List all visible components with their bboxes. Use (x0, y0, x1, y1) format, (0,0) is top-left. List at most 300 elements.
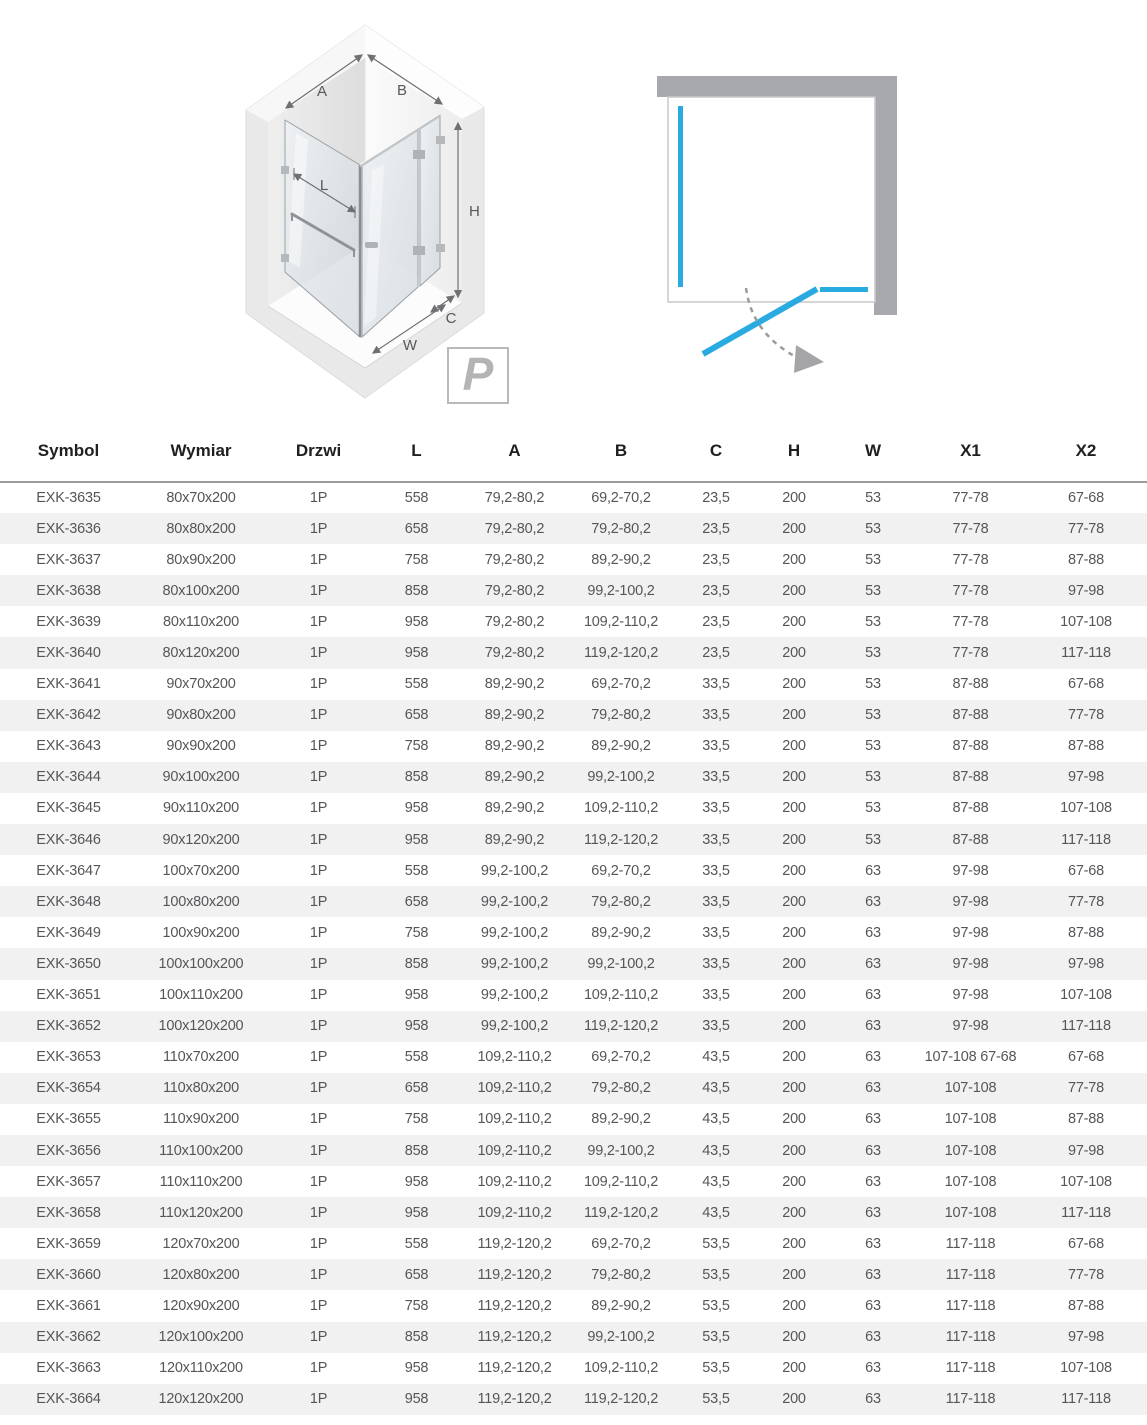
table-cell: 200 (782, 707, 806, 724)
table-cell: 658 (404, 893, 429, 910)
table-cell: 69,2-70,2 (591, 676, 651, 693)
table-cell: 1P (309, 924, 328, 941)
table-cell: 200 (782, 893, 806, 910)
plan-side-panel (678, 106, 683, 287)
table-cell: 1P (309, 1142, 328, 1159)
table-cell: 63 (865, 1204, 881, 1221)
table-cell: 1P (309, 769, 328, 786)
table-cell: 200 (782, 769, 806, 786)
table-cell: 107-108 (944, 1204, 997, 1221)
table-cell: 33,5 (702, 987, 730, 1004)
table-cell: 119,2-120,2 (477, 1297, 552, 1314)
column-header-b: B (568, 430, 674, 482)
table-cell: 63 (865, 1297, 881, 1314)
table-cell: 200 (782, 645, 806, 662)
table-cell: 63 (865, 893, 881, 910)
table-cell: 80x110x200 (163, 613, 239, 630)
table-cell: 63 (865, 1142, 881, 1159)
table-cell: 958 (404, 613, 429, 630)
table-cell: 958 (404, 1204, 429, 1221)
table-row (0, 948, 1147, 979)
table-row (0, 1384, 1147, 1415)
table-cell: 558 (404, 676, 429, 693)
table-cell: 1P (309, 490, 328, 507)
table-row (0, 855, 1147, 886)
table-cell: 1P (309, 987, 328, 1004)
table-cell: 80x80x200 (166, 520, 236, 537)
table-cell: 90x120x200 (162, 831, 240, 848)
table-header-row (0, 430, 1147, 482)
table-cell: 109,2-110,2 (477, 1049, 552, 1066)
table-cell: 33,5 (702, 831, 730, 848)
table-cell: 1P (309, 738, 328, 755)
table-cell: 77-78 (1067, 1266, 1105, 1283)
table-cell: 89,2-90,2 (591, 1111, 651, 1128)
table-cell: 120x70x200 (162, 1235, 240, 1252)
table-row (0, 980, 1147, 1011)
table-cell: 97-98 (952, 1018, 989, 1035)
column-header-x2: X2 (1025, 430, 1147, 482)
table-cell: 1P (309, 893, 328, 910)
table-cell: 53 (865, 800, 881, 817)
plan-wall-right (874, 76, 897, 315)
table-cell: 1P (309, 520, 328, 537)
table-cell: 1P (309, 1080, 328, 1097)
table-cell: 100x120x200 (158, 1018, 244, 1035)
table-row (0, 824, 1147, 855)
table-cell: 77-78 (1067, 893, 1105, 910)
table-row (0, 917, 1147, 948)
table-row (0, 1011, 1147, 1042)
table-cell: EXK-3648 (36, 893, 101, 910)
table-cell: EXK-3637 (36, 551, 101, 568)
table-cell: 99,2-100,2 (480, 955, 549, 972)
table-row (0, 1322, 1147, 1353)
table-cell: 107-108 (944, 1142, 997, 1159)
column-header-w: W (830, 430, 916, 482)
table-cell: EXK-3638 (36, 582, 101, 599)
table-cell: 87-88 (952, 800, 989, 817)
plan-wall-top (657, 76, 897, 97)
table-cell: 69,2-70,2 (591, 1049, 651, 1066)
table-cell: EXK-3645 (36, 800, 101, 817)
table-cell: 99,2-100,2 (480, 924, 549, 941)
table-cell: 90x70x200 (166, 676, 236, 693)
table-cell: 87-88 (952, 707, 989, 724)
table-cell: 97-98 (952, 987, 989, 1004)
table-cell: 53,5 (702, 1360, 730, 1377)
table-cell: EXK-3650 (36, 955, 101, 972)
table-cell: 200 (782, 1391, 806, 1408)
table-cell: 120x110x200 (159, 1360, 243, 1377)
spec-table (0, 430, 1147, 1415)
table-cell: 558 (404, 862, 429, 879)
table-cell: 119,2-120,2 (583, 645, 659, 662)
table-cell: EXK-3655 (36, 1111, 101, 1128)
table-cell: 79,2-80,2 (484, 490, 545, 507)
table-row (0, 482, 1147, 513)
table-cell: 97-98 (1067, 955, 1105, 972)
table-cell: 758 (404, 924, 429, 941)
table-cell: 80x100x200 (162, 582, 240, 599)
table-cell: 109,2-110,2 (477, 1111, 552, 1128)
column-header-wymiar: Wymiar (137, 430, 265, 482)
table-cell: 200 (782, 676, 806, 693)
table-cell: 109,2-110,2 (583, 987, 659, 1004)
table-cell: 77-78 (952, 520, 989, 537)
plan-diagram (640, 60, 920, 390)
table-cell: 67-68 (1067, 490, 1105, 507)
column-header-l: L (372, 430, 461, 482)
table-cell: 658 (404, 1080, 429, 1097)
table-cell: 117-118 (1061, 831, 1111, 848)
table-cell: EXK-3651 (36, 987, 101, 1004)
table-cell: 110x100x200 (159, 1142, 243, 1159)
table-cell: EXK-3643 (36, 738, 101, 755)
table-row (0, 544, 1147, 575)
table-cell: 23,5 (702, 613, 730, 630)
table-cell: 63 (865, 862, 881, 879)
table-cell: 63 (865, 1018, 881, 1035)
table-row (0, 1197, 1147, 1228)
table-cell: 200 (782, 955, 806, 972)
table-cell: 1P (309, 1173, 328, 1190)
table-cell: 23,5 (702, 520, 730, 537)
table-cell: 858 (404, 1329, 429, 1346)
table-cell: 200 (782, 738, 806, 755)
door-handle-icon (365, 242, 378, 248)
table-cell: 117-118 (945, 1297, 996, 1314)
table-cell: 858 (404, 1142, 429, 1159)
table-cell: 53 (865, 831, 881, 848)
table-row (0, 513, 1147, 544)
table-cell: EXK-3663 (36, 1360, 101, 1377)
table-cell: 89,2-90,2 (484, 800, 545, 817)
table-cell: EXK-3646 (36, 831, 101, 848)
table-cell: EXK-3649 (36, 924, 101, 941)
table-cell: 63 (865, 1360, 881, 1377)
table-cell: EXK-3661 (36, 1297, 101, 1314)
table-cell: 558 (404, 490, 429, 507)
table-cell: 89,2-90,2 (591, 1297, 651, 1314)
table-row (0, 1353, 1147, 1384)
table-cell: 23,5 (702, 645, 730, 662)
table-cell: 99,2-100,2 (587, 955, 655, 972)
table-cell: EXK-3639 (36, 613, 101, 630)
table-cell: 858 (404, 769, 429, 786)
table-cell: EXK-3644 (36, 769, 101, 786)
wall-clamp-icon (281, 166, 289, 174)
table-cell: 107-108 (1060, 1360, 1112, 1377)
table-cell: 79,2-80,2 (591, 1266, 651, 1283)
table-cell: 77-78 (1067, 1080, 1105, 1097)
table-cell: 110x80x200 (163, 1080, 239, 1097)
table-cell: 200 (782, 924, 806, 941)
table-cell: 117-118 (945, 1235, 996, 1252)
table-cell: 90x90x200 (166, 738, 236, 755)
table-row (0, 1166, 1147, 1197)
table-cell: 200 (782, 582, 806, 599)
table-cell: 117-118 (945, 1360, 996, 1377)
table-cell: 109,2-110,2 (583, 1360, 659, 1377)
table-cell: 99,2-100,2 (480, 1018, 549, 1035)
table-cell: 53 (865, 490, 881, 507)
plan-fixed-panel (820, 287, 868, 292)
table-cell: 958 (404, 800, 429, 817)
table-cell: 79,2-80,2 (484, 645, 545, 662)
table-cell: 43,5 (702, 1080, 730, 1097)
table-cell: 758 (404, 551, 429, 568)
table-cell: 33,5 (702, 1018, 730, 1035)
table-cell: 63 (865, 1080, 881, 1097)
table-body (0, 482, 1147, 1415)
table-row (0, 606, 1147, 637)
table-cell: 23,5 (702, 490, 730, 507)
table-cell: 79,2-80,2 (484, 582, 545, 599)
table-cell: 1P (309, 1204, 328, 1221)
table-cell: 53 (865, 613, 881, 630)
table-cell: 958 (404, 987, 429, 1004)
table-cell: EXK-3642 (36, 707, 101, 724)
dim-label-c: C (445, 310, 457, 327)
table-row (0, 762, 1147, 793)
table-cell: 107-108 (944, 1080, 997, 1097)
table-cell: 1P (309, 1266, 328, 1283)
table-cell: 87-88 (1067, 1297, 1105, 1314)
table-cell: 119,2-120,2 (477, 1235, 552, 1252)
table-cell: 100x110x200 (159, 987, 243, 1004)
table-cell: EXK-3659 (36, 1235, 101, 1252)
table-cell: 63 (865, 1111, 881, 1128)
table-cell: 53,5 (702, 1235, 730, 1252)
table-cell: 119,2-120,2 (477, 1391, 552, 1408)
table-cell: 200 (782, 1142, 806, 1159)
table-cell: 89,2-90,2 (591, 738, 651, 755)
table-cell: 99,2-100,2 (480, 987, 549, 1004)
table-cell: 79,2-80,2 (591, 520, 651, 537)
table-cell: 79,2-80,2 (484, 520, 545, 537)
table-cell: 120x80x200 (162, 1266, 240, 1283)
table-cell: 53,5 (702, 1391, 730, 1408)
table-cell: 200 (782, 613, 806, 630)
table-cell: 53 (865, 676, 881, 693)
column-header-a: A (461, 430, 568, 482)
table-cell: 89,2-90,2 (484, 769, 545, 786)
table-row (0, 637, 1147, 668)
table-cell: 69,2-70,2 (591, 490, 651, 507)
table-cell: 53 (865, 520, 881, 537)
wall-clamp-icon (436, 244, 445, 252)
table-cell: 958 (404, 1173, 429, 1190)
table-cell: 200 (782, 1018, 806, 1035)
table-cell: 117-118 (1061, 1204, 1111, 1221)
table-cell: 53 (865, 769, 881, 786)
table-cell: 53 (865, 645, 881, 662)
table-cell: 77-78 (952, 551, 989, 568)
table-cell: EXK-3635 (36, 490, 101, 507)
table-cell: 89,2-90,2 (591, 924, 651, 941)
table-cell: 89,2-90,2 (484, 738, 545, 755)
dim-label-l: L (319, 177, 329, 194)
table-cell: 558 (404, 1235, 429, 1252)
table-cell: 79,2-80,2 (484, 613, 545, 630)
door-swing-arrowhead-icon (794, 345, 824, 373)
table-cell: 77-78 (952, 613, 989, 630)
table-cell: 33,5 (702, 707, 730, 724)
table-cell: 87-88 (1067, 924, 1105, 941)
table-cell: 100x80x200 (162, 893, 240, 910)
table-cell: EXK-3662 (36, 1329, 101, 1346)
table-cell: 33,5 (702, 769, 730, 786)
table-cell: 110x90x200 (163, 1111, 239, 1128)
table-cell: 200 (782, 1111, 806, 1128)
table-cell: 200 (782, 831, 806, 848)
table-cell: 958 (404, 1360, 429, 1377)
table-cell: 107-108 (944, 1111, 997, 1128)
table-cell: 43,5 (702, 1049, 730, 1066)
plan-tray-outline (668, 97, 875, 302)
table-cell: 90x80x200 (166, 707, 236, 724)
table-row (0, 1135, 1147, 1166)
table-cell: 858 (404, 582, 429, 599)
table-cell: 200 (782, 490, 806, 507)
table-cell: EXK-3640 (36, 645, 101, 662)
table-cell: 119,2-120,2 (477, 1329, 552, 1346)
table-cell: 97-98 (952, 893, 989, 910)
table-cell: 69,2-70,2 (591, 1235, 651, 1252)
table-cell: 117-118 (1061, 1018, 1111, 1035)
table-cell: 67-68 (1067, 676, 1105, 693)
table-cell: 1P (309, 582, 328, 599)
table-cell: 200 (782, 520, 806, 537)
table-cell: 53,5 (702, 1329, 730, 1346)
table-cell: 658 (404, 1266, 429, 1283)
column-header-c: C (674, 430, 758, 482)
table-cell: EXK-3664 (36, 1391, 101, 1408)
table-cell: 99,2-100,2 (480, 862, 549, 879)
table-cell: 89,2-90,2 (484, 707, 545, 724)
table-cell: 110x120x200 (159, 1204, 243, 1221)
table-cell: 53,5 (702, 1297, 730, 1314)
table-cell: 43,5 (702, 1111, 730, 1128)
table-cell: 80x90x200 (166, 551, 236, 568)
table-cell: 97-98 (952, 955, 989, 972)
table-cell: 200 (782, 1297, 806, 1314)
table-cell: 77-78 (952, 490, 989, 507)
table-cell: 107-108 67-68 (924, 1049, 1017, 1066)
column-header-x1: X1 (916, 430, 1025, 482)
table-cell: 97-98 (952, 924, 989, 941)
table-cell: 63 (865, 1391, 881, 1408)
table-row (0, 1104, 1147, 1135)
table-cell: EXK-3652 (36, 1018, 101, 1035)
table-cell: 63 (865, 1266, 881, 1283)
table-cell: 43,5 (702, 1142, 730, 1159)
table-cell: 1P (309, 1329, 328, 1346)
table-cell: 33,5 (702, 862, 730, 879)
table-cell: 87-88 (952, 769, 989, 786)
table-cell: 53 (865, 582, 881, 599)
table-row (0, 1259, 1147, 1290)
table-cell: 107-108 (1060, 800, 1112, 817)
table-cell: 89,2-90,2 (484, 831, 545, 848)
table-cell: 33,5 (702, 924, 730, 941)
table-cell: 200 (782, 800, 806, 817)
table-cell: 658 (404, 707, 429, 724)
table-cell: 1P (309, 1111, 328, 1128)
table-cell: EXK-3660 (36, 1266, 101, 1283)
table-cell: 200 (782, 1329, 806, 1346)
table-cell: 77-78 (952, 582, 989, 599)
table-cell: 87-88 (952, 738, 989, 755)
column-header-symbol: Symbol (0, 430, 137, 482)
table-cell: 97-98 (1067, 769, 1105, 786)
wall-clamp-icon (436, 136, 445, 144)
table-row (0, 1073, 1147, 1104)
dim-label-h: H (469, 203, 480, 220)
table-cell: 87-88 (1067, 551, 1105, 568)
table-cell: EXK-3654 (36, 1080, 101, 1097)
table-cell: 110x110x200 (159, 1173, 243, 1190)
table-cell: 119,2-120,2 (583, 1018, 659, 1035)
table-cell: 958 (404, 1391, 429, 1408)
dim-label-w: W (402, 337, 418, 354)
table-cell: 1P (309, 1049, 328, 1066)
table-cell: 99,2-100,2 (587, 1142, 655, 1159)
table-cell: 63 (865, 987, 881, 1004)
table-cell: 100x70x200 (162, 862, 240, 879)
table-row (0, 575, 1147, 606)
table-cell: 79,2-80,2 (591, 707, 651, 724)
table-cell: 53,5 (702, 1266, 730, 1283)
table-cell: 53 (865, 738, 881, 755)
table-cell: 200 (782, 1235, 806, 1252)
table-cell: 87-88 (952, 831, 989, 848)
table-cell: 43,5 (702, 1173, 730, 1190)
table-cell: 67-68 (1067, 1049, 1105, 1066)
wall-clamp-icon (281, 254, 289, 262)
table-cell: 33,5 (702, 738, 730, 755)
table-cell: 97-98 (1067, 1142, 1105, 1159)
table-row (0, 669, 1147, 700)
table-cell: 758 (404, 738, 429, 755)
table-cell: 79,2-80,2 (484, 551, 545, 568)
table-cell: 97-98 (952, 862, 989, 879)
hinge-icon (413, 246, 425, 255)
table-cell: 23,5 (702, 551, 730, 568)
orientation-badge: P (447, 347, 509, 404)
table-cell: 89,2-90,2 (591, 551, 651, 568)
table-cell: 33,5 (702, 676, 730, 693)
table-cell: 69,2-70,2 (591, 862, 651, 879)
table-cell: 63 (865, 1235, 881, 1252)
table-cell: 109,2-110,2 (583, 613, 659, 630)
table-row (0, 1228, 1147, 1259)
table-cell: 1P (309, 645, 328, 662)
table-cell: 119,2-120,2 (583, 1391, 659, 1408)
table-cell: 109,2-110,2 (477, 1080, 552, 1097)
table-cell: 200 (782, 1173, 806, 1190)
table-cell: 1P (309, 831, 328, 848)
table-cell: 1P (309, 551, 328, 568)
table-cell: 23,5 (702, 582, 730, 599)
table-cell: 33,5 (702, 893, 730, 910)
table-cell: 958 (404, 1018, 429, 1035)
table-cell: EXK-3653 (36, 1049, 101, 1066)
table-cell: EXK-3656 (36, 1142, 101, 1159)
table-cell: EXK-3658 (36, 1204, 101, 1221)
table-row (0, 1042, 1147, 1073)
